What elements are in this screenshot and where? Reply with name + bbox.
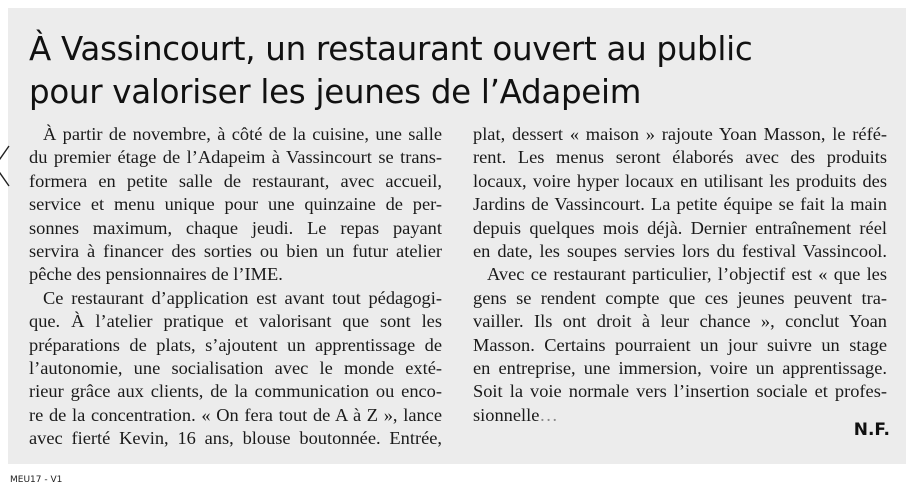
headline-line-2: pour valoriser les jeunes de l’Adapeim [29, 73, 642, 111]
headline-line-1: À Vassincourt, un restaurant ouvert au public [29, 30, 753, 68]
paragraph-line: l’autonomie, une socialisation avec le monde exté- [29, 357, 442, 378]
paragraph-line: Avec ce restaurant particulier, l’objectif est « que les [487, 264, 887, 285]
paragraph-line: formera en petite salle de restaurant, avec accueil, [29, 170, 442, 191]
paragraph-line: Ce restaurant d’application est avant tout pédagogi- [43, 287, 442, 308]
paragraph-line: sonnes maximum, chaque jeudi. Le repas payant [29, 217, 442, 238]
ellipsis: … [539, 404, 558, 425]
paragraph-line: rent. Les menus seront élaborés avec des produits [473, 147, 887, 168]
paragraph-line: rieur grâce aux clients, de la communication ou enco- [29, 381, 442, 402]
paragraph-line: plat, dessert « maison » rajoute Yoan Masson, le réfé- [473, 124, 887, 144]
paragraph-line: du premier étage de l’Adapeim à Vassincourt se trans- [29, 147, 442, 168]
article-column-right [473, 123, 887, 427]
article-headline [29, 28, 752, 114]
paragraph-line: Soit la voie normale vers l’insertion sociale et profes- [473, 381, 887, 402]
paragraph-line: Masson. Certains pourraient un jour suivre un stage [473, 334, 887, 355]
paragraph-line: locaux, voire hyper locaux en utilisant les produits des [473, 170, 887, 191]
chevron-left-icon [0, 144, 10, 188]
paragraph-line: en entreprise, une immersion, voire un apprentissage. [473, 357, 887, 378]
author-signature: N.F. [853, 420, 890, 440]
paragraph-line: re de la concentration. « On fera tout de A à Z », lance [29, 404, 442, 425]
paragraph-line: que. À l’atelier pratique et valorisant que sont les [29, 311, 442, 332]
paragraph-line: en date, les soupes servies lors du festival Vassincool. [473, 240, 887, 261]
paragraph-line: préparations de plats, s’ajoutent un apprentissage de [29, 334, 442, 355]
paragraph-line: service et menu unique pour une quinzaine de per- [29, 194, 442, 215]
paragraph-line: avec fierté Kevin, 16 ans, blouse boutonnée. Entrée, [29, 428, 442, 449]
paragraph-line: À partir de novembre, à côté de la cuisine, une salle [43, 124, 442, 144]
paragraph-line: gens se rendent compte que ces jeunes peuvent tra- [473, 287, 887, 308]
paragraph-line-last [473, 404, 887, 427]
paragraph-line: Jardins de Vassincourt. La petite équipe se fait la main [473, 194, 887, 215]
article-column-left [29, 123, 442, 450]
paragraph-line: servira à financer des sorties ou bien un futur atelier [29, 240, 442, 261]
paragraph-line: vailler. Ils ont droit à leur chance », conclut Yoan [473, 311, 887, 332]
paragraph-line: pêche des pensionnaires de l’IME. [29, 264, 283, 285]
paragraph-last-text: sionnelle [473, 404, 540, 425]
paragraph-line: depuis quelques mois déjà. Dernier entraînement réel [473, 217, 887, 238]
page-code: MEU17 - V1 [10, 475, 63, 485]
